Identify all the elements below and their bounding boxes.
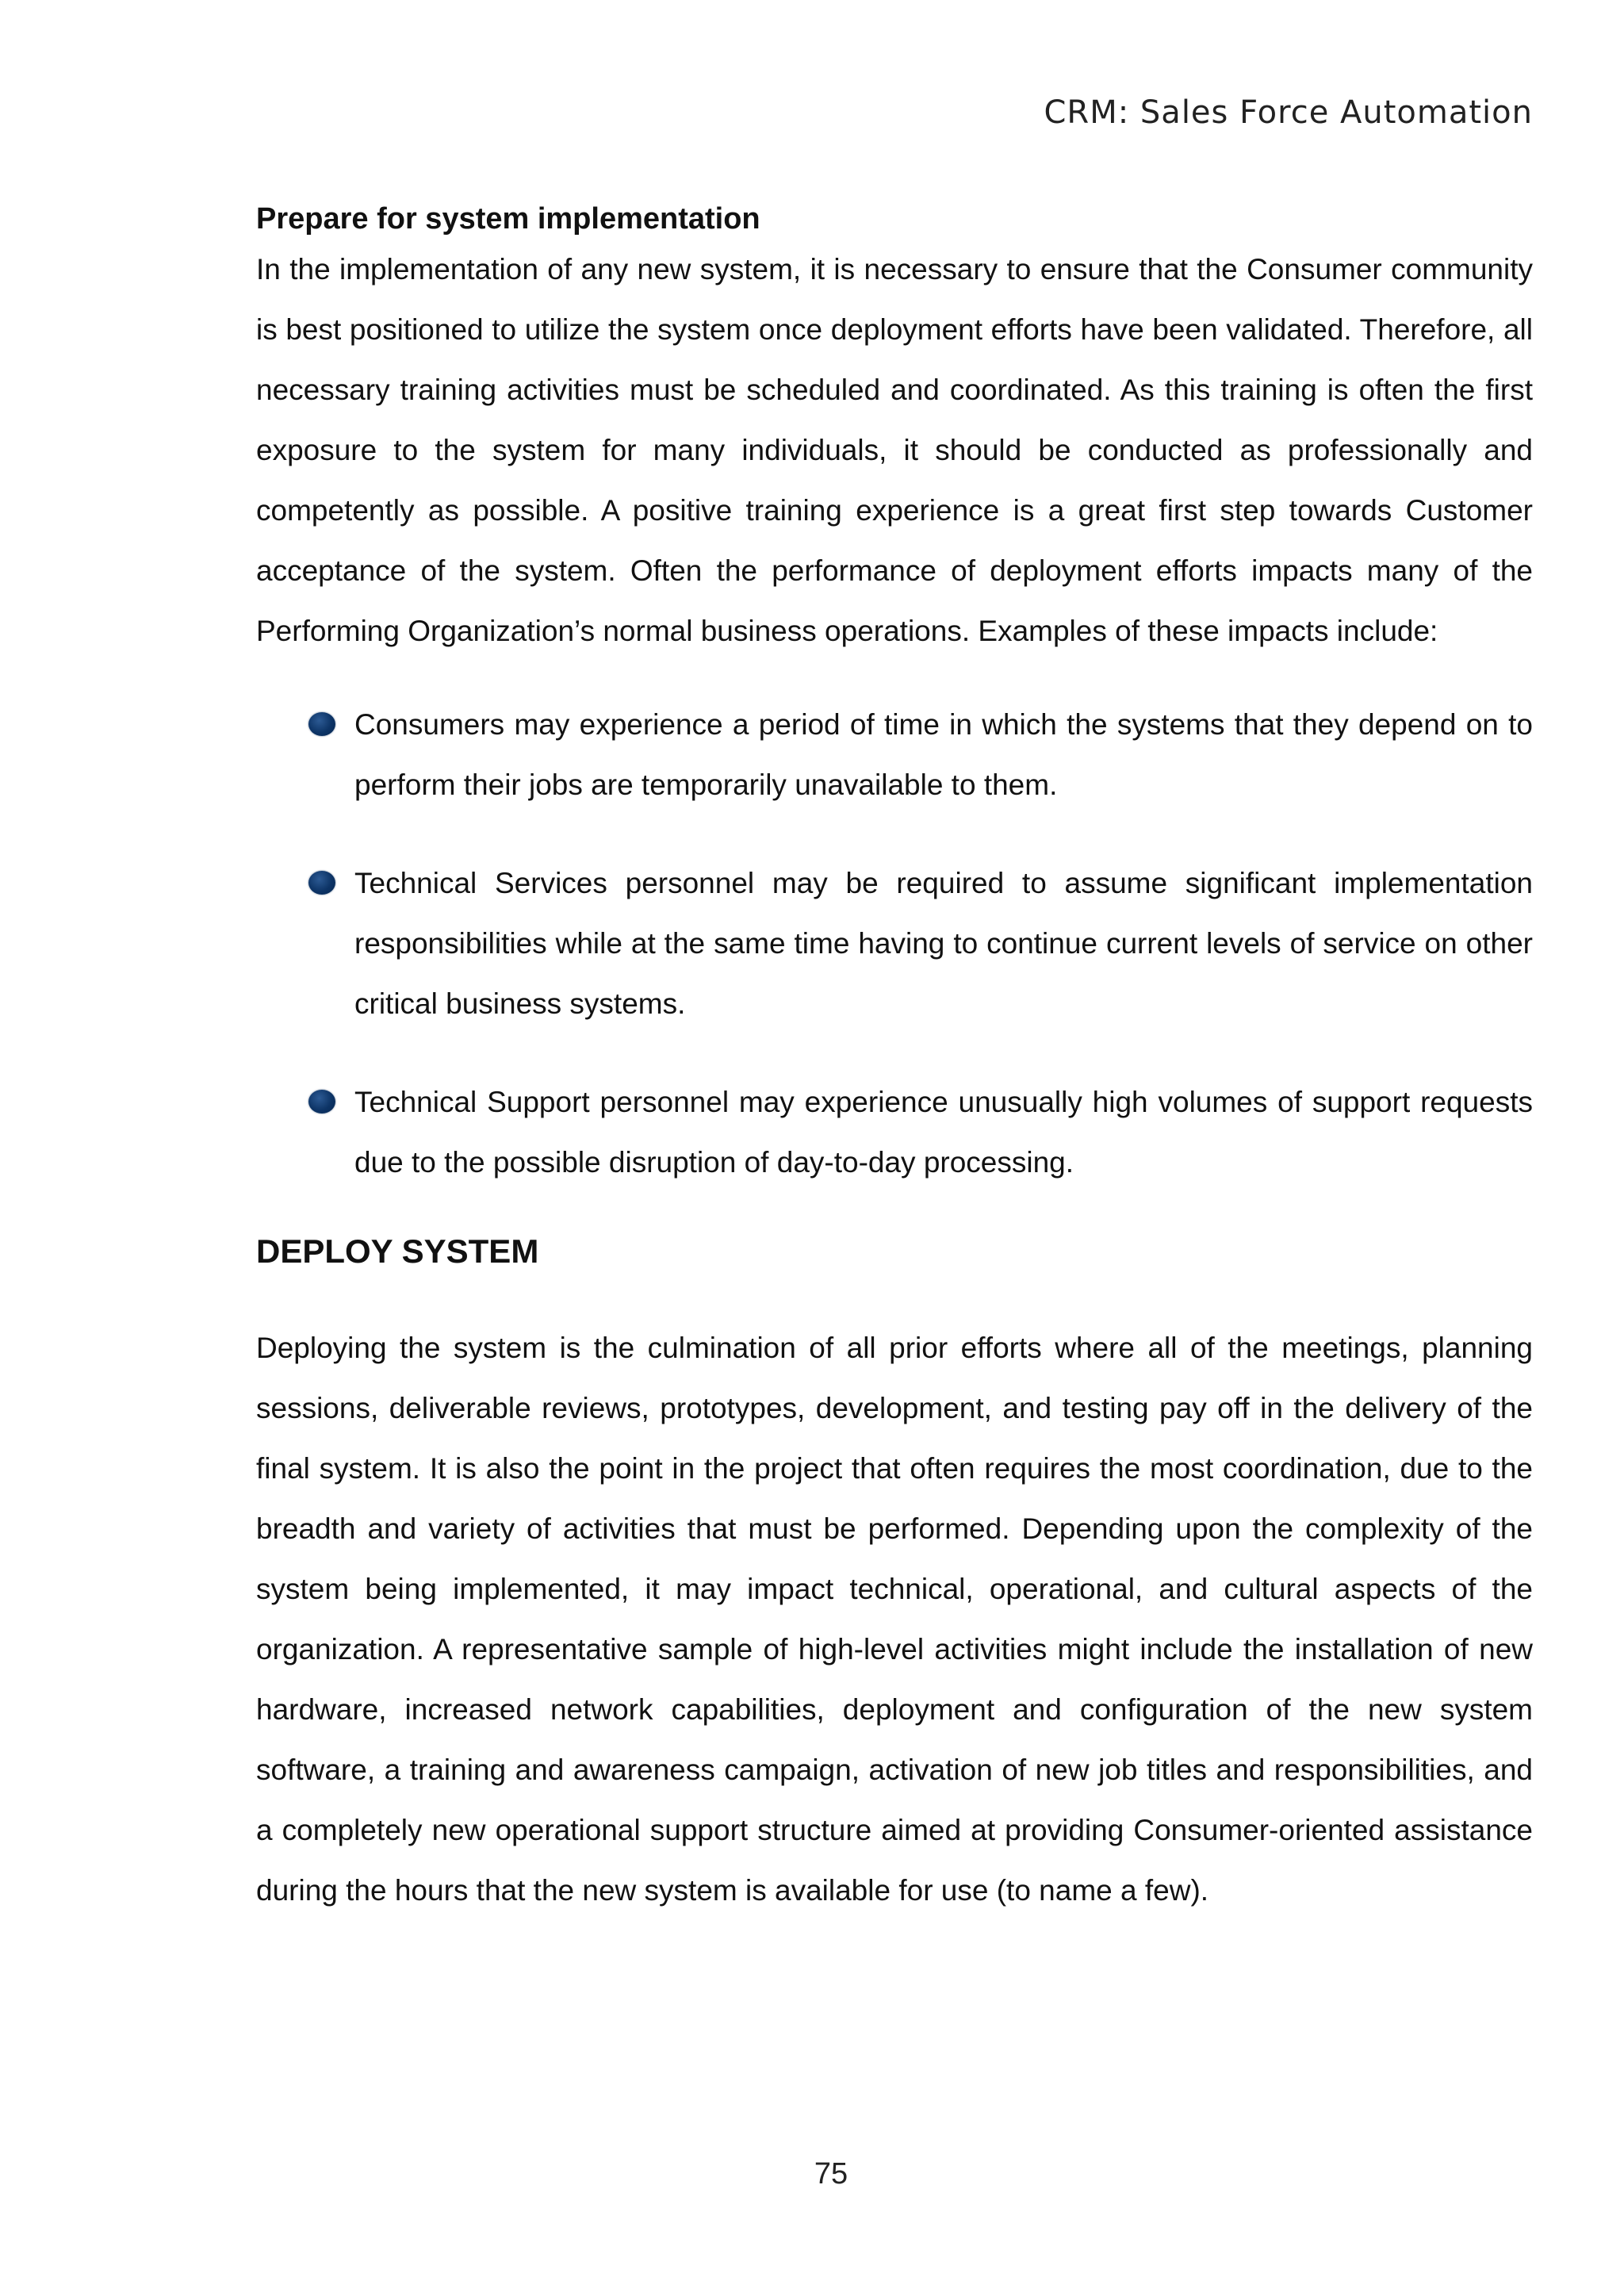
bullet-item-technical-services (354, 853, 1533, 1034)
prepare-section-heading: Prepare for system implementation (256, 202, 760, 236)
bullet-item-consumers (354, 695, 1533, 815)
page-number: 75 (814, 2157, 848, 2191)
impacts-bullet-list (256, 695, 1533, 1193)
deploy-system-paragraph: Deploying the system is the culmination of all prior efforts where all of the meetings, planning sessions, deliverable reviews, prototypes, development, and testing pay off in the delivery of the final system. It is also the point in the project that often requires the most coordination, due to the breadth and variety of activities that must be performed. Depending upon the complexity of the system being implemented, it may impact technical, operational, and cultural aspects of the organization. A representative sample of high-level activities might include the installation of new hardware, increased network capabilities, deployment and configuration of the new system software, a training and awareness campaign, activation of new job titles and responsibilities, and a completely new operational support structure aimed at providing Consumer-oriented assistance during the hours that the new system is available for use (to name a few). (256, 1332, 1533, 1907)
bullet-dot-icon (308, 1090, 335, 1114)
bullet-text: Technical Services personnel may be required to assume significant implementation responsibilities while at the same time having to continue current levels of service on other critical business systems. (354, 867, 1533, 1020)
prepare-section-paragraph: In the implementation of any new system, it is necessary to ensure that the Consumer community is best positioned to utilize the system once deployment efforts have been validated. Therefore, all necessary training activities must be scheduled and coordinated. As this training is often the first exposure to the system for many individuals, it should be conducted as professionally and competently as possible. A positive training experience is a great first step towards Customer acceptance of the system. Often the performance of deployment efforts impacts many of the Performing Organization’s normal business operations. Examples of these impacts include: (256, 253, 1533, 647)
bullet-text: Technical Support personnel may experience unusually high volumes of support requests due to the possible disruption of day-to-day processing. (354, 1086, 1533, 1179)
bullet-item-technical-support (354, 1072, 1533, 1193)
deploy-system-heading: DEPLOY SYSTEM (256, 1232, 539, 1270)
bullet-dot-icon (308, 712, 335, 736)
page-content (256, 198, 1533, 1921)
running-header-title: CRM: Sales Force Automation (1044, 94, 1533, 131)
bullet-dot-icon (308, 871, 335, 895)
bullet-text: Consumers may experience a period of time in which the systems that they depend on to perform their jobs are temporarily unavailable to them. (354, 708, 1533, 801)
